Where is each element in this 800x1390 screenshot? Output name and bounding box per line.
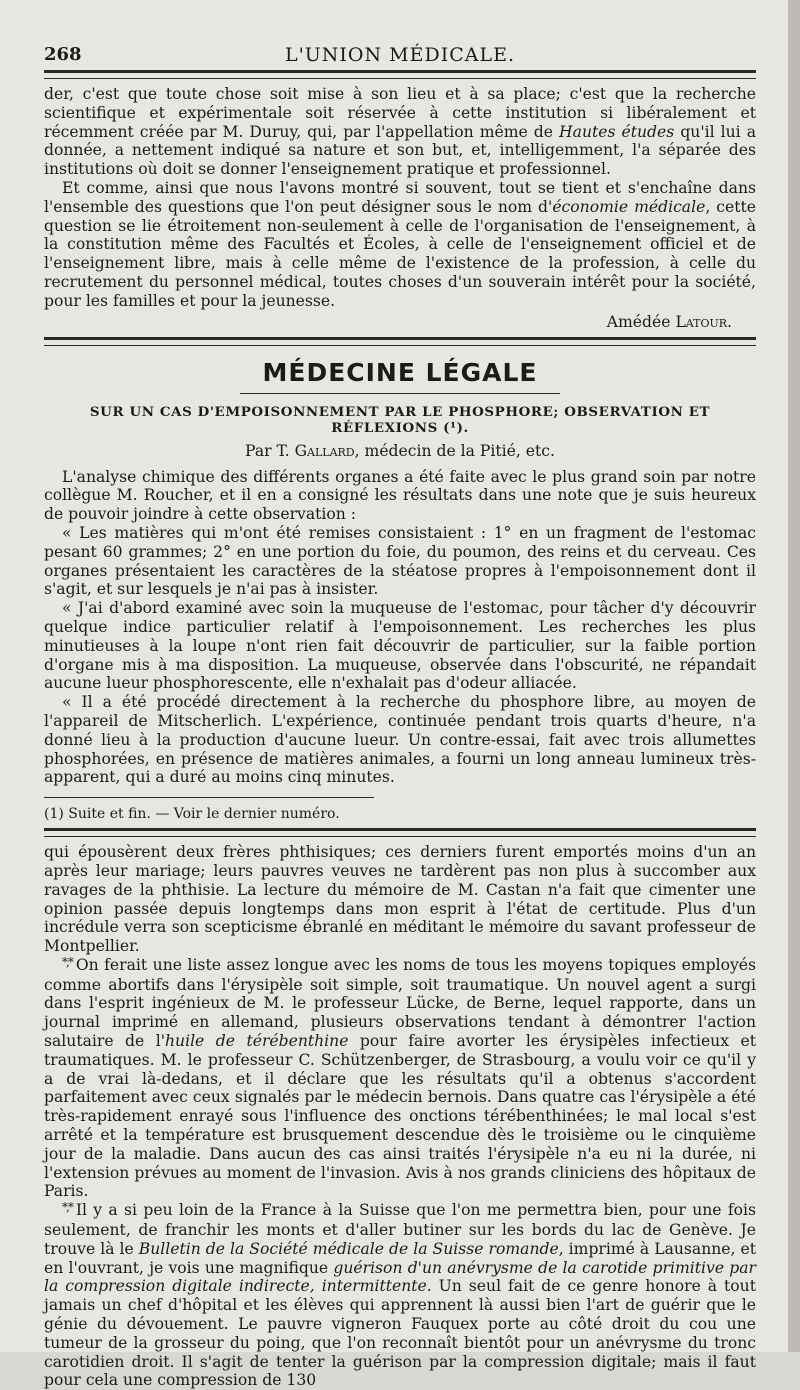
article-text bbox=[44, 468, 756, 788]
article-paragraph-3: « J'ai d'abord examiné avec soin la muqueuse de l'estomac, pour tâcher d'y découvrir quelque indice particulier relatif à l'empoisonnement. Les recherches les plus minutieuses à la loupe n'ont rien fait découvrir de particulier, sur la faible portion d'organe mis à ma disposition. La muqueuse, observée dans l'obscurité, ne répandait aucune lueur phosphorescente, elle n'exhalait pas d'odeur alliacée. bbox=[44, 599, 756, 693]
section-rule bbox=[44, 337, 756, 346]
article-paragraph-2: « Les matières qui m'ont été remises consistaient : 1° en un fragment de l'estomac pesant 60 grammes; 2° en une portion du foie, du poumon, des reins et du cerveau. Ces organes présentaient les caractères de la stéatose propres à l'empoisonnement dont il s'agit, et sur lesquels je n'ai pas à insister. bbox=[44, 523, 756, 599]
signature: Amédée Latour. bbox=[606, 312, 732, 331]
article-paragraph-4: « Il a été procédé directement à la recherche du phosphore libre, au moyen de l'appareil de Mitscherlich. L'expérience, continuée pendant trois quarts d'heure, n'a donné lieu à la production d'aucune lueur. Un contre-essai, fait avec trois allumettes phosphorées, en présence de matières animales, a fourni un long anneau lumineux très-apparent, qui a duré au moins cinq minutes. bbox=[44, 693, 756, 787]
running-head bbox=[44, 36, 756, 70]
section-title: MÉDECINE LÉGALE bbox=[262, 357, 538, 387]
feuilleton-text bbox=[44, 843, 756, 1390]
byline: Par T. Gallard, médecin de la Pitié, etc. bbox=[245, 441, 555, 460]
page-number: 268 bbox=[44, 44, 82, 65]
footnote-rule bbox=[44, 797, 374, 798]
page-edge-shadow bbox=[788, 0, 800, 1352]
feuilleton-rule bbox=[44, 828, 756, 837]
feuilleton-paragraph-2: *,* On ferait une liste assez longue avec les noms de tous les moyens topiques employés comme abortifs dans l'érysipèle soit simple, soit traumatique. Un nouvel agent a surgi dans l'esprit ingénieux de M. le professeur Lücke, de Berne, lequel rapporte, dans un journal imprimé en allemand, plusieurs observations tendant à démontrer l'action salutaire de l'huile de térébenthine pour faire avorter les érysipèles infectieux et traumatiques. M. le professeur C. Schützenberger, de Strasbourg, a voulu voir ce qu'il y a de vrai là-dedans, et il déclare que les résultats qu'il a obtenus s'accordent parfaitement avec ceux signalés par le médecin bernois. Dans quatre cas l'érysipèle a été très-rapidement enrayé sous l'influence des onctions térébenthinées; le mal local s'est arrêté et la température est brusquement descendue dès le troisième ou le cinquième jour de la maladie. Dans aucun des cas ainsi traités l'érysipèle n'a eu ni la durée, ni l'extension prévues au moment de l'invasion. Avis à nos grands cliniciens des hôpitaux de Paris. bbox=[44, 954, 756, 1201]
feuilleton-paragraph-3: *,* Il y a si peu loin de la France à la Suisse que l'on me permettra bien, pour une fois seulement, de franchir les monts et d'aller butiner sur les bords du lac de Genève. Je trouve là le Bulletin de la Société médicale de la Suisse romande, imprimé à Lausanne, et en l'ouvrant, je vois une magnifique guérison d'un anévrysme de la carotide primitive par la compression digitale indirecte, intermittente. Un seul fait de ce genre honore à tout jamais un chef d'hôpital et les élèves qui apprennent là aussi bien l'art de guérir que le génie du dévouement. Le pauvre vigneron Fauquex porte au côté droit du cou une tumeur de la grosseur du poing, que l'on reconnaît bientôt pour un anévrysme du tronc carotidien droit. Il s'agit de tenter la guérison par la compression digitale; mais il faut pour cela une compression de 130 bbox=[44, 1200, 756, 1390]
asterism-icon: *,* bbox=[62, 954, 72, 969]
intro-paragraph-1: der, c'est que toute chose soit mise à son lieu et à sa place; c'est que la recherche scientifique et expérimentale soit réservée à cette institution si libéralement et récemment créée par M. Duruy, qui, par l'appellation même de Hautes études qu'il lui a donnée, a nettement indiqué sa nature et son but, et, intelligemment, l'a séparée des institutions où doit se donner l'enseignement pratique et professionnel. bbox=[44, 85, 756, 179]
section-title-underline bbox=[240, 393, 560, 394]
article-paragraph-1: L'analyse chimique des différents organes a été faite avec le plus grand soin par notre collègue M. Roucher, et il en a consigné les résultats dans une note que je suis heureux de pouvoir joindre à cette observation : bbox=[44, 467, 756, 524]
intro-paragraph-2: Et comme, ainsi que nous l'avons montré si souvent, tout se tient et s'enchaîne dans l'ensemble des questions que l'on peut désigner sous le nom d'économie médicale, cette question se lie étroitement non-seulement à celle de l'organisation de l'enseignement, à la constitution même des Facultés et Écoles, à celle de l'enseignement officiel et de l'enseignement libre, mais à celle même de l'existence de la profession, à celle du recrutement du personnel médical, toutes choses d'un souverain intérêt pour la société, pour les familles et pour la jeunesse. bbox=[44, 178, 756, 310]
medecine-legale-section bbox=[44, 358, 756, 823]
header-rule bbox=[44, 70, 756, 79]
article-heading: SUR UN CAS D'EMPOISONNEMENT PAR LE PHOSPHORE; OBSERVATION ET RÉFLEXIONS (¹). bbox=[89, 403, 711, 436]
footnote: (1) Suite et fin. — Voir le dernier numéro. bbox=[44, 806, 340, 823]
journal-title: L'UNION MÉDICALE. bbox=[284, 44, 516, 66]
feuilleton-paragraph-1: qui épousèrent deux frères phthisiques; ces derniers furent emportés moins d'un an après leur mariage; leurs pauvres veuves ne tardèrent pas non plus à succomber aux ravages de la phthisie. La lecture du mémoire de M. Castan n'a fait que cimenter une opinion passée depuis longtemps dans mon esprit à l'état de certitude. Plus d'un incrédule verra son scepticisme ébranlé en méditant le mémoire du savant professeur de Montpellier. bbox=[44, 843, 756, 956]
asterism-icon: *,* bbox=[62, 1200, 72, 1215]
intro-text bbox=[44, 85, 756, 311]
